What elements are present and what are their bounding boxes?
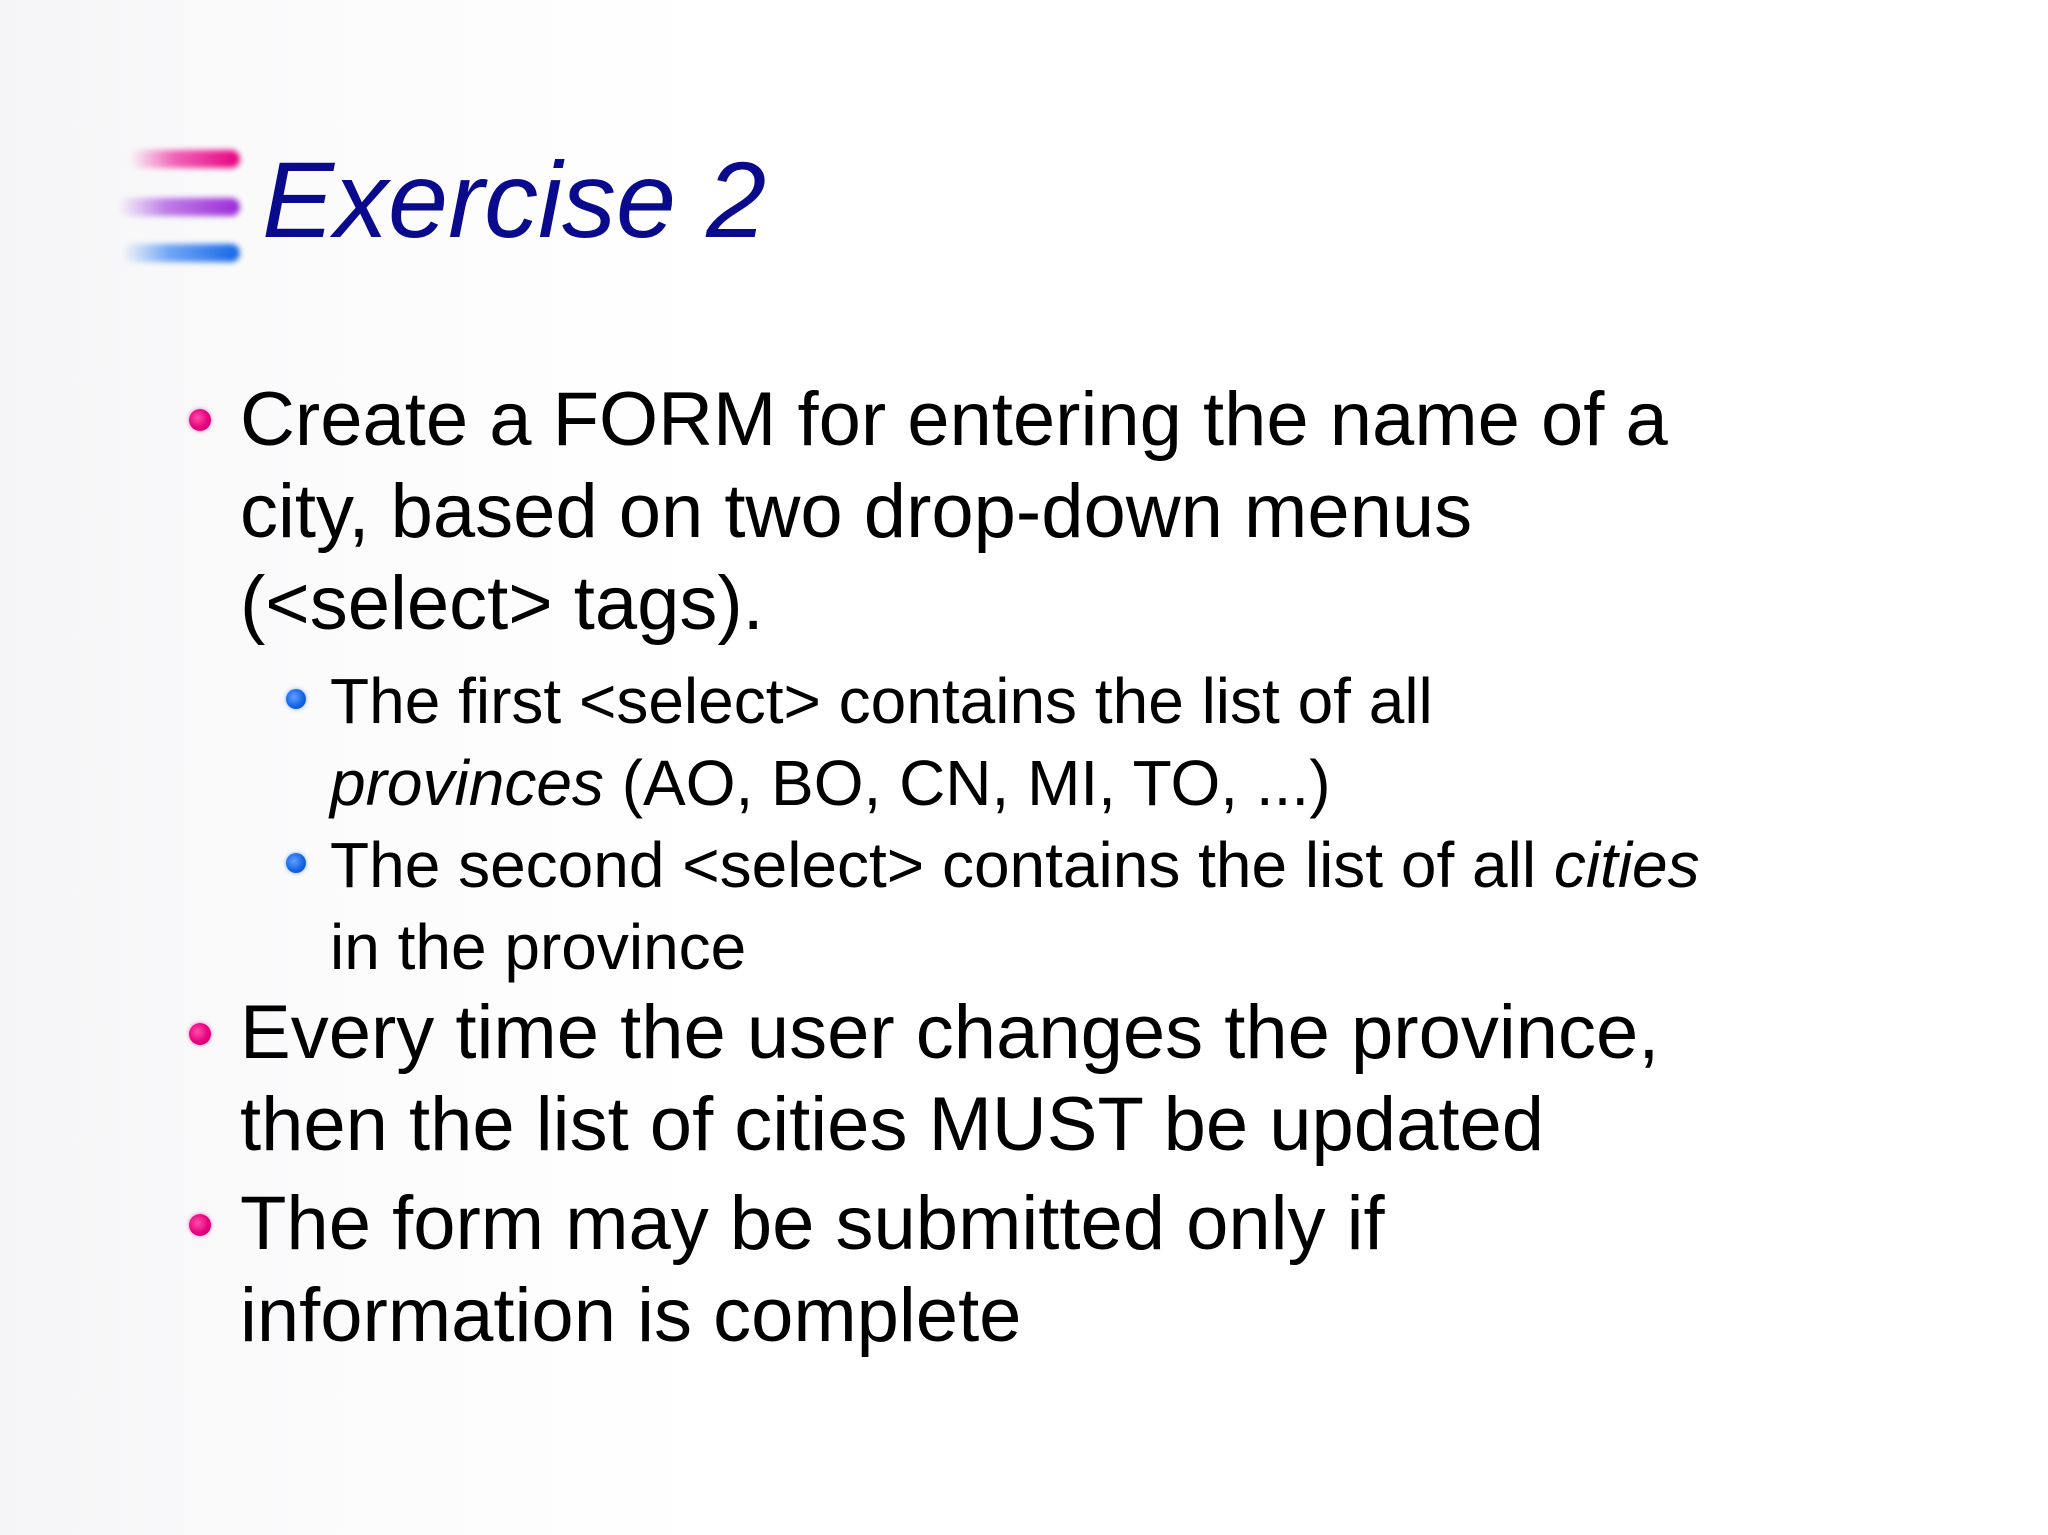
slide-title: Exercise 2 — [262, 139, 767, 260]
three-bars-logo-icon — [112, 140, 242, 270]
sub-bullet-1-line-1: The first <select> contains the list of all — [330, 665, 1433, 737]
logo-bar-blue — [122, 244, 240, 262]
magenta-dot-icon — [189, 1214, 211, 1236]
sub-bullet-2-line-1 — [330, 824, 1700, 906]
logo-bar-magenta — [130, 150, 240, 168]
bullet-3-line-2: information is complete — [240, 1273, 1022, 1358]
bullet-item-2 — [240, 987, 1659, 1171]
bullet-1-line-2: city, based on two drop-down menus — [240, 469, 1473, 554]
magenta-dot-icon — [189, 409, 211, 431]
blue-dot-icon — [286, 689, 306, 709]
provinces-emphasis: provinces — [330, 747, 604, 819]
second-select-text: The second <select> contains the list of all — [330, 829, 1554, 901]
magenta-dot-icon — [189, 1023, 211, 1045]
blue-dot-icon — [286, 853, 306, 873]
bullet-1-line-1: Create a FORM for entering the name of a — [240, 377, 1668, 462]
bullet-item-3 — [240, 1178, 1385, 1362]
province-codes: (AO, BO, CN, MI, TO, ...) — [603, 747, 1331, 819]
bullet-item-1 — [240, 374, 1668, 650]
logo-bar-purple — [118, 198, 240, 216]
sub-bullet-1-line-2 — [330, 742, 1433, 824]
sub-bullet-item-2 — [330, 824, 1700, 988]
bullet-3-line-1: The form may be submitted only if — [240, 1181, 1385, 1266]
cities-emphasis: cities — [1553, 829, 1700, 901]
sub-bullet-2-line-2: in the province — [330, 911, 747, 983]
bullet-2-line-2: then the list of cities MUST be updated — [240, 1082, 1544, 1167]
bullet-2-line-1: Every time the user changes the province, — [240, 990, 1660, 1075]
bullet-1-line-3: (<select> tags). — [240, 561, 764, 646]
sub-bullet-item-1 — [330, 660, 1433, 824]
